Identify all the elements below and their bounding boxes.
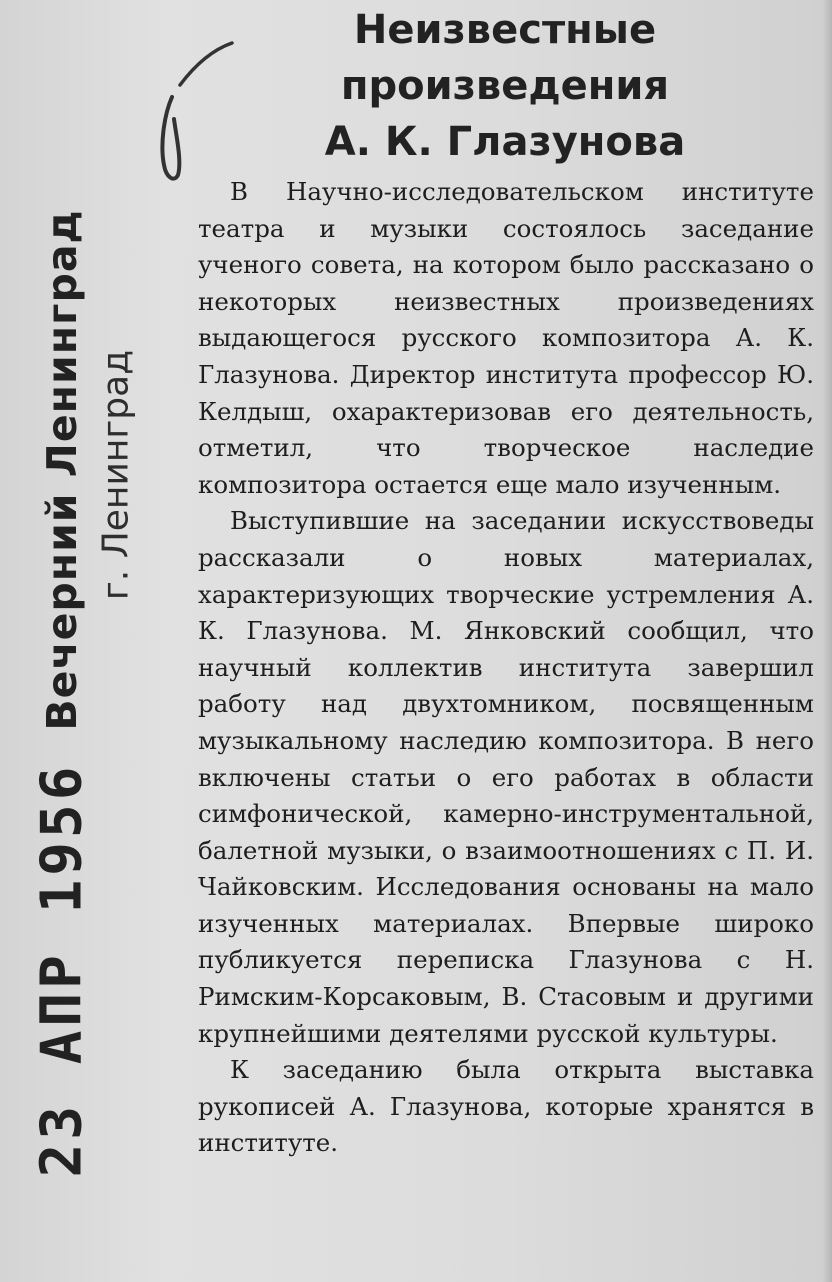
archive-stamp-area xyxy=(0,0,190,1282)
headline-line-3: А. К. Глазунова xyxy=(324,119,686,165)
article-headline xyxy=(190,0,820,170)
date-stamp: 23 АПР 1956 xyxy=(29,762,95,1178)
article-body xyxy=(190,174,820,1162)
article-paragraph-3: К заседанию была открыта выставка рукописей А. Глазунова, которые хранятся в институте. xyxy=(198,1055,814,1158)
city-stamp: г. Ленинград xyxy=(95,349,137,601)
clipping-edge-shadow xyxy=(822,0,832,1282)
headline-line-2: произведения xyxy=(340,63,670,109)
article-paragraph-1: В Научно-исследовательском институте театра и музыки состоялось заседание ученого совета, на котором было рассказано о некоторых неизвестных произведениях выдающегося русского композитора А. К. Глазунова. Директор института профессор Ю. Келдыш, охарактеризовав его деятельность, отметил, что творческое наследие композитора остается еще мало изученным. xyxy=(198,177,814,499)
headline-line-1: Неизвестные xyxy=(353,7,657,53)
article-paragraph-2: Выступившие на заседании искусствоведы рассказали о новых материалах, характеризующих творческие устремления А. К. Глазунова. М. Янковский сообщил, что научный коллектив института завершил работу над двухтомником, посвященным музыкальному наследию композитора. В него включены статьи о его работах в области симфонической, камерно-инструментальной, балетной музыки, о взаимоотношениях с П. И. Чайковским. Исследования основаны на мало изученных материалах. Впервые широко публикуется переписка Глазунова с Н. Римским-Корсаковым, В. Стасовым и другими крупнейшими деятелями русской культуры. xyxy=(198,506,814,1048)
newspaper-name-stamp: Вечерний Ленинград xyxy=(38,209,86,731)
article xyxy=(190,0,820,1162)
